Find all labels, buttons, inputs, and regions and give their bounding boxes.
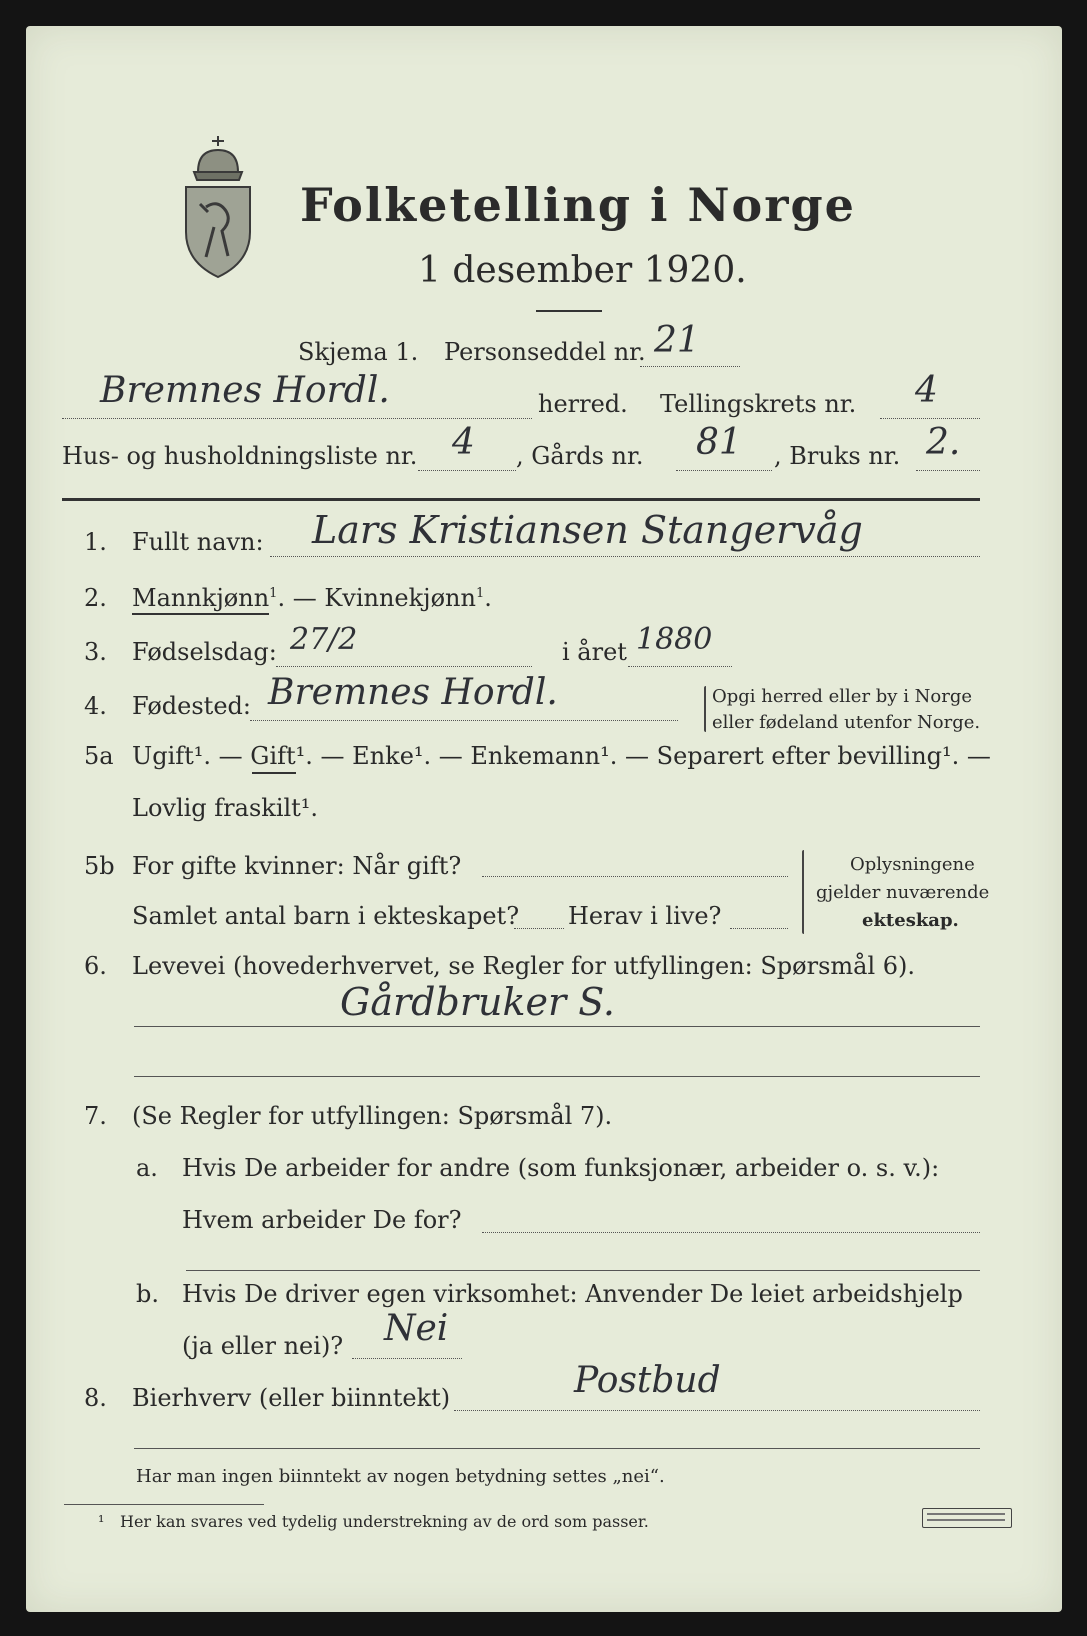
q4-label: Fødested: (132, 692, 251, 720)
q8-field (454, 1410, 980, 1411)
personseddel-value: 21 (654, 320, 700, 361)
q8-value: Postbud (574, 1360, 721, 1401)
q5a-gift-underline (252, 772, 296, 774)
q3-year-field (628, 666, 732, 667)
hus-field (418, 470, 516, 471)
q6-value: Gårdbruker S. (340, 980, 615, 1024)
q4-note-bracket (704, 686, 706, 732)
q2-male-option: Mannkjønn (132, 584, 269, 615)
q7b-value: Nei (384, 1308, 449, 1349)
q6-label: Levevei (hovederhvervet, se Regler for utfyllingen: Spørsmål 6). (132, 952, 916, 980)
q6-line1 (134, 1026, 980, 1027)
q7a-line1: Hvis De arbeider for andre (som funksjonær, arbeider o. s. v.): (182, 1154, 940, 1182)
form-title: Folketelling i Norge (300, 178, 856, 232)
tellingskrets-value: 4 (915, 370, 938, 411)
q1-field (270, 556, 980, 557)
q3-date-field (276, 666, 532, 667)
gards-value: 81 (696, 422, 742, 463)
q7a-letter: a. (136, 1154, 158, 1182)
q4-number: 4. (84, 692, 107, 720)
herred-value: Bremnes Hordl. (100, 370, 390, 411)
herred-field (62, 418, 532, 419)
q1-number: 1. (84, 528, 107, 556)
q5a-options-line2: Lovlig fraskilt¹. (132, 794, 319, 822)
q7a-line2: Hvem arbeider De for? (182, 1206, 462, 1234)
q1-label: Fullt navn: (132, 528, 264, 556)
q5b-alive-field (730, 928, 788, 929)
q3-date-value: 27/2 (290, 622, 358, 657)
header-rule (62, 498, 980, 501)
q2-number: 2. (84, 584, 107, 612)
personseddel-label: Personseddel nr. (444, 338, 646, 366)
tellingskrets-label: Tellingskrets nr. (660, 390, 857, 418)
q3-year-value: 1880 (636, 622, 713, 657)
biinntekt-note: Har man ingen biinntekt av nogen betydning settes „nei“. (136, 1466, 665, 1487)
q7b-letter: b. (136, 1280, 159, 1308)
q6-line2 (134, 1076, 980, 1077)
bruks-value: 2. (926, 422, 961, 463)
q5b-note-bracket (802, 850, 804, 934)
skjema-label: Skjema 1. (298, 338, 419, 366)
q8-label: Bierhverv (eller biinntekt) (132, 1384, 451, 1412)
form-date: 1 desember 1920. (418, 250, 747, 291)
q7-number: 7. (84, 1102, 107, 1130)
q3-year-label: i året (562, 638, 627, 666)
gards-field (676, 470, 772, 471)
q7-label: (Se Regler for utfyllingen: Spørsmål 7). (132, 1102, 613, 1130)
q5a-options: Ugift¹. — Gift¹. — Enke¹. — Enkemann¹. — Separert efter bevilling¹. — (132, 742, 991, 770)
bruks-label: , Bruks nr. (774, 442, 901, 470)
q5a-number: 5a (84, 742, 114, 770)
q4-note-line1: Opgi herred eller by i Norge (712, 686, 973, 707)
hus-value: 4 (452, 422, 475, 463)
q7b-line2: (ja eller nei)? (182, 1332, 344, 1360)
q5b-children-field (514, 928, 564, 929)
q7b-field (352, 1358, 462, 1359)
q3-number: 3. (84, 638, 107, 666)
q4-note-line2: eller fødeland utenfor Norge. (712, 712, 981, 733)
q1-value: Lars Kristiansen Stangervåg (312, 508, 863, 552)
q5b-line2a: Samlet antal barn i ekteskapet? (132, 902, 520, 930)
q8-line-extra (134, 1448, 980, 1449)
q4-field (250, 720, 678, 721)
personseddel-field (640, 366, 740, 367)
q4-value: Bremnes Hordl. (268, 672, 558, 713)
q2-options: Mannkjønn$^1$. — Kvinnekjønn$^1$. (132, 584, 492, 612)
q8-number: 8. (84, 1384, 107, 1412)
footnote-mark: ¹ (98, 1512, 105, 1531)
tellingskrets-field (880, 418, 980, 419)
coat-of-arms-icon (178, 132, 258, 282)
q2-female-option: Kvinnekjønn (324, 584, 476, 612)
q5b-married-field (482, 876, 788, 877)
q5b-note-line2: gjelder nuværende (816, 882, 990, 903)
q2-end: . (484, 584, 492, 612)
footnote-rule (64, 1504, 264, 1505)
q5b-number: 5b (84, 852, 115, 880)
hus-label: Hus- og husholdningsliste nr. (62, 442, 418, 470)
q7a-line-extra (186, 1270, 980, 1271)
q7b-line1: Hvis De driver egen virksomhet: Anvender De leiet arbeidshjelp (182, 1280, 963, 1308)
q5b-line1: For gifte kvinner: Når gift? (132, 852, 462, 880)
q7a-field (482, 1232, 980, 1233)
herred-label: herred. (538, 390, 628, 418)
footnote-text: Her kan svares ved tydelig understrekning av de ord som passer. (120, 1512, 649, 1531)
gards-label-text: , Gårds nr. (516, 442, 644, 470)
title-divider (536, 310, 602, 312)
q5b-line2b: Herav i live? (568, 902, 722, 930)
printer-stamp-icon (922, 1508, 1012, 1528)
q5b-note-line3: ekteskap. (862, 910, 959, 931)
bruks-field (916, 470, 980, 471)
q2-separator: . — (277, 584, 325, 612)
q6-number: 6. (84, 952, 107, 980)
q5b-note-line1: Oplysningene (850, 854, 975, 875)
q3-label: Fødselsdag: (132, 638, 277, 666)
